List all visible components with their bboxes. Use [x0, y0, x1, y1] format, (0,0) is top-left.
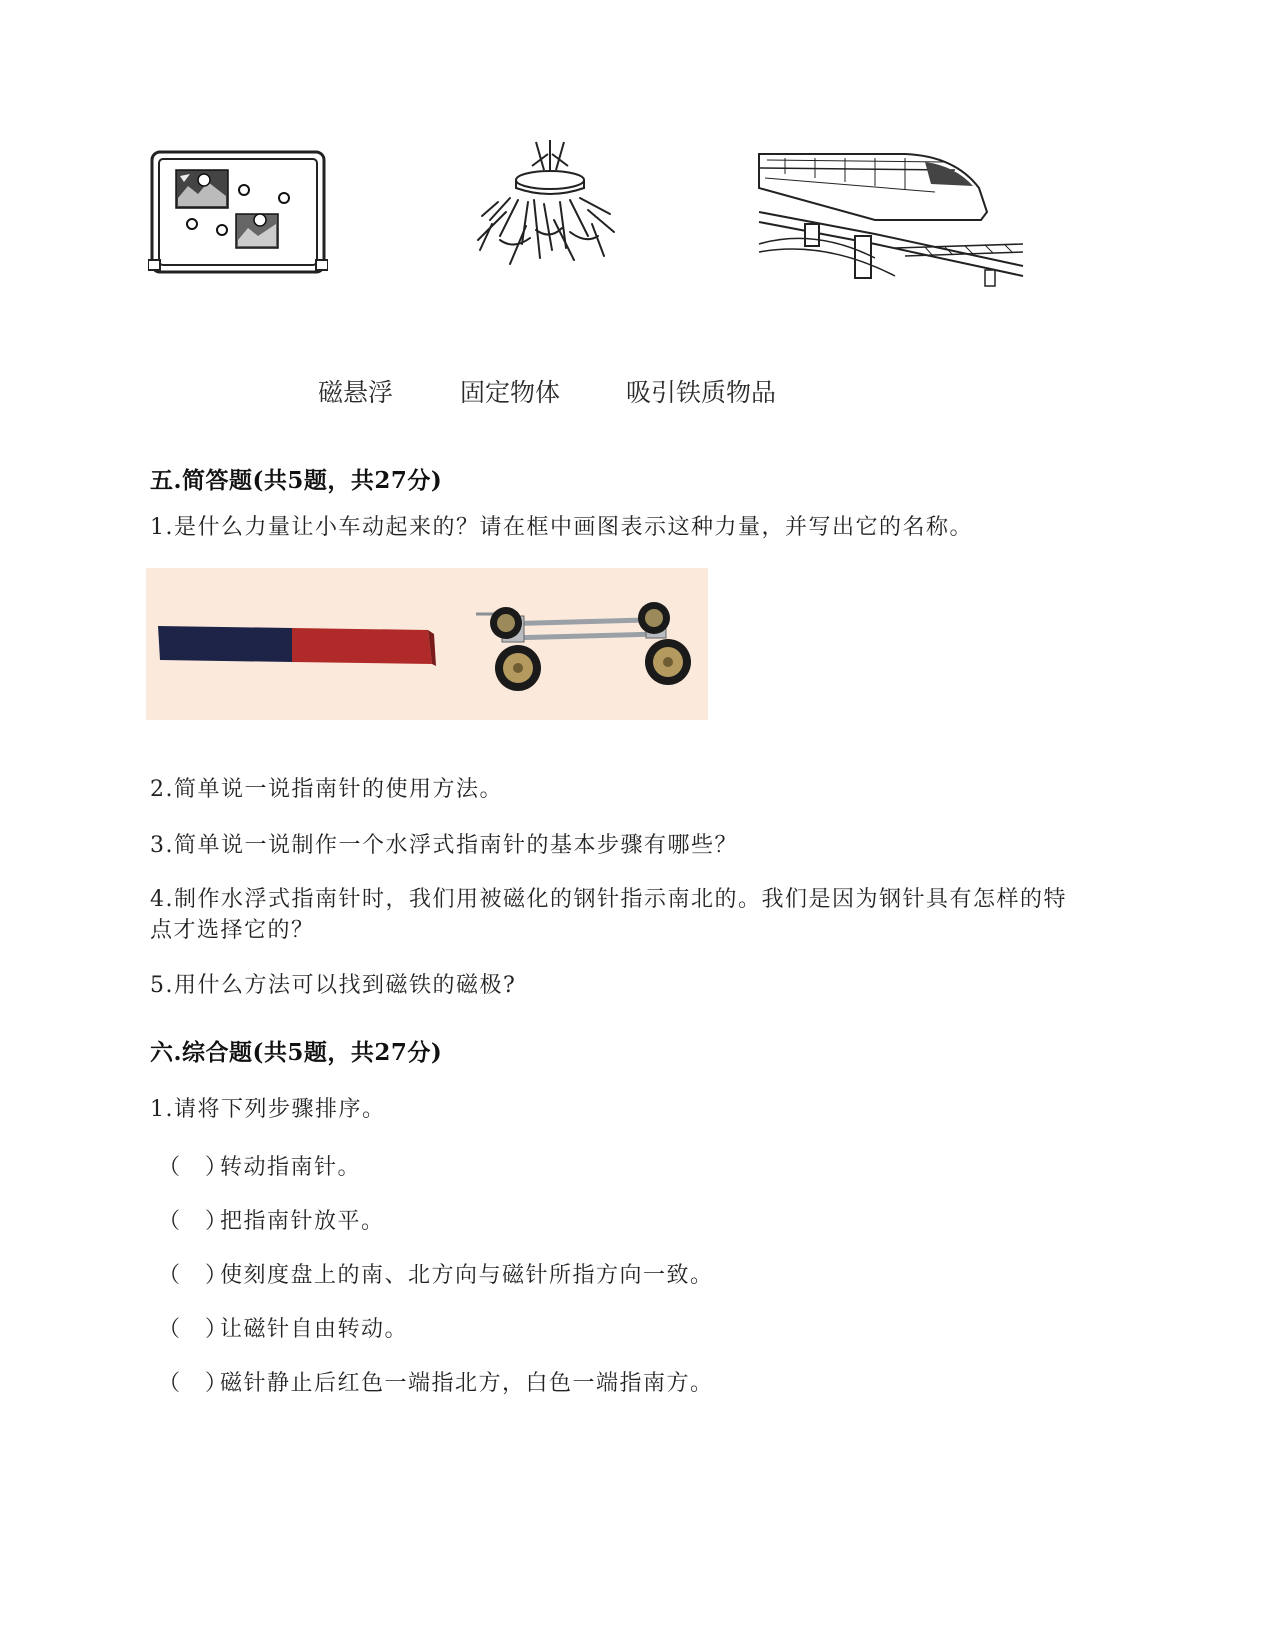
answer-blank[interactable]: （ ） [158, 1263, 229, 1288]
section-6-question-1: 1.请将下列步骤排序。 [150, 1097, 386, 1122]
ordering-step [158, 1312, 408, 1343]
section-5-question-3: 3.简单说一说制作一个水浮式指南针的基本步骤有哪些？ [150, 833, 738, 858]
section-5-question-5: 5.用什么方法可以找到磁铁的磁极? [150, 973, 517, 998]
section-5-heading: 五.简答题(共5题，共27分) [150, 467, 443, 494]
answer-blank[interactable]: （ ） [158, 1371, 229, 1396]
ordering-step [158, 1204, 385, 1235]
ordering-step [158, 1150, 361, 1181]
answer-blank[interactable]: （ ） [158, 1209, 229, 1234]
section-5-question-1: 1.是什么力量让小车动起来的？请在框中画图表示这种力量，并写出它的名称。 [150, 515, 973, 540]
step-text: 转动指南针。 [220, 1155, 362, 1180]
answer-blank[interactable]: （ ） [158, 1155, 229, 1180]
step-text: 让磁针自由转动。 [220, 1317, 409, 1342]
step-text: 磁针静止后红色一端指北方，白色一端指南方。 [220, 1371, 714, 1396]
section-6-heading: 六.综合题(共5题，共27分) [150, 1039, 443, 1066]
whiteboard-illustration [148, 148, 328, 278]
magnet-and-car-photo [146, 568, 708, 720]
step-text: 把指南针放平。 [220, 1209, 385, 1234]
label-attract-iron: 吸引铁质物品 [626, 378, 777, 407]
section-5-question-2: 2.简单说一说指南针的使用方法。 [150, 777, 503, 802]
section-5-question-4: 4.制作水浮式指南针时，我们用被磁化的钢针指示南北的。我们是因为钢针具有怎样的特点才选择它的？ [150, 887, 1067, 943]
answer-blank[interactable]: （ ） [158, 1317, 229, 1342]
step-text: 使刻度盘上的南、北方向与磁针所指方向一致。 [220, 1263, 714, 1288]
electromagnet-crane-illustration [470, 140, 630, 280]
ordering-step [158, 1366, 714, 1397]
label-maglev: 磁悬浮 [318, 378, 394, 407]
ordering-step [158, 1258, 714, 1289]
maglev-train-illustration [755, 148, 1030, 293]
label-fix-objects: 固定物体 [460, 378, 561, 407]
